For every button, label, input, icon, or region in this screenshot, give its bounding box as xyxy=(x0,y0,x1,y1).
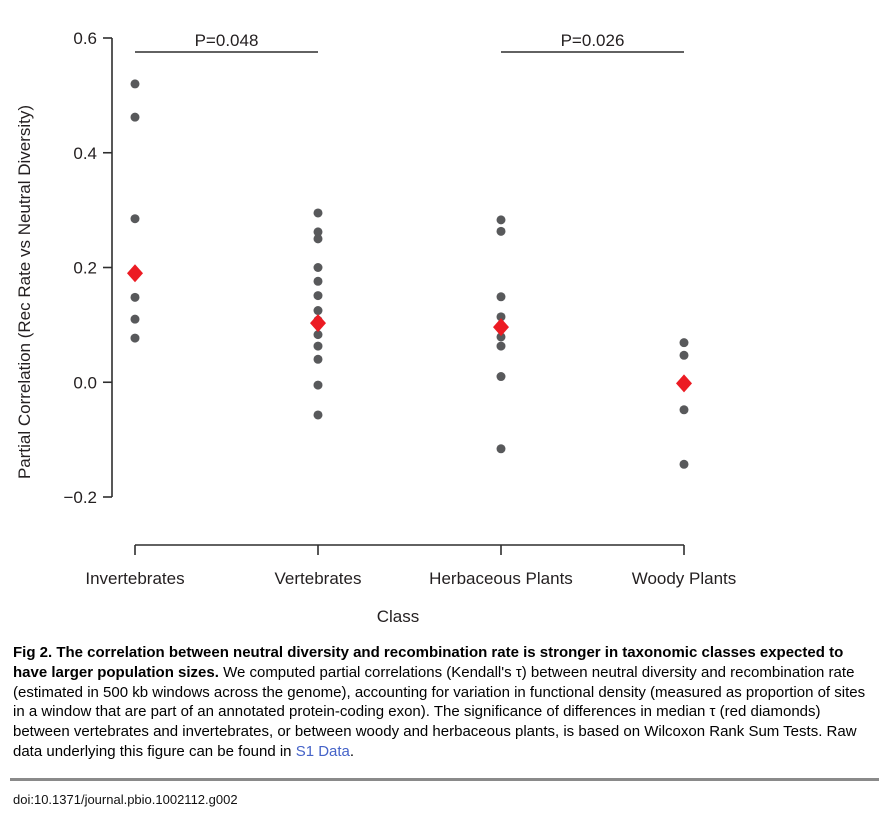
median-diamond xyxy=(676,374,692,392)
significance-label: P=0.048 xyxy=(194,31,259,50)
data-point xyxy=(131,113,140,122)
data-point xyxy=(497,444,506,453)
data-point xyxy=(680,351,689,360)
data-point xyxy=(497,292,506,301)
data-point xyxy=(314,291,323,300)
doi-text: doi:10.1371/journal.pbio.1002112.g002 xyxy=(13,792,238,807)
median-diamond xyxy=(310,314,326,332)
y-tick-label: 0.2 xyxy=(73,258,97,278)
data-point xyxy=(497,227,506,236)
data-point xyxy=(131,214,140,223)
y-tick-label: 0.0 xyxy=(73,373,97,393)
data-point xyxy=(314,342,323,351)
x-axis-title: Class xyxy=(376,607,420,626)
median-diamond xyxy=(127,264,143,282)
caption-body: We computed partial correlations (Kendall's τ) between neutral diversity and recombination rate (estimated in 500 kb windows across the genome), accounting for variation in functional density (measured as proportion of sites in a window that are part of an annotated protein-coding exon). The significance of differences in median τ (red diamonds) between vertebrates and invertebrates, or between woody and herbaceous plants, is based on Wilcoxon Rank Sum Tests. Raw data underlying this figure can be found in xyxy=(13,663,866,760)
data-point xyxy=(314,277,323,286)
s1-data-link[interactable]: S1 Data xyxy=(295,742,350,760)
data-point xyxy=(314,306,323,315)
data-point xyxy=(314,410,323,419)
x-category-label: Vertebrates xyxy=(274,569,362,588)
y-tick-label: −0.2 xyxy=(63,488,97,507)
data-point xyxy=(314,208,323,217)
data-point xyxy=(314,234,323,243)
data-point xyxy=(680,338,689,347)
significance-label: P=0.026 xyxy=(560,31,625,50)
divider xyxy=(10,778,879,781)
median-diamond xyxy=(493,318,509,336)
x-category-label: Herbaceous Plants xyxy=(429,569,573,588)
x-category-label: Woody Plants xyxy=(631,569,737,588)
data-point xyxy=(131,334,140,343)
caption-period: . xyxy=(349,742,355,760)
data-point xyxy=(131,315,140,324)
x-category-label: Invertebrates xyxy=(85,569,185,588)
caption-title: Fig 2. The correlation between neutral diversity and recombination rate is stronger in taxonomic classes expected to have larger population sizes. xyxy=(13,644,844,681)
y-tick-label: 0.6 xyxy=(73,29,97,48)
y-axis-title: Partial Correlation (Rec Rate vs Neutral Diversity) xyxy=(15,104,34,480)
data-point xyxy=(131,293,140,302)
figure-caption xyxy=(13,643,871,762)
data-point xyxy=(680,460,689,469)
y-tick-label: 0.4 xyxy=(73,143,97,163)
data-point xyxy=(497,342,506,351)
data-point xyxy=(680,405,689,414)
data-point xyxy=(314,355,323,364)
data-point xyxy=(314,381,323,390)
data-point xyxy=(131,79,140,88)
data-point xyxy=(314,263,323,272)
data-point xyxy=(497,215,506,224)
data-point xyxy=(497,372,506,381)
